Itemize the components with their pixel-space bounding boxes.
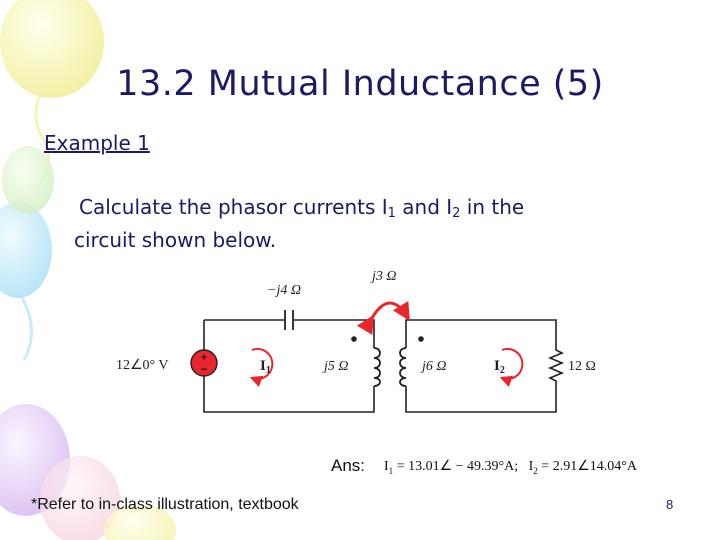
answer-equation: [384, 458, 637, 476]
left-inductor: [374, 348, 380, 386]
question-part2: and I: [395, 195, 453, 219]
question-sub2: 2: [452, 206, 461, 221]
balloon-blue-left: [0, 202, 52, 360]
answer-i2-symbol: I: [528, 459, 534, 474]
question-part3: in the: [460, 195, 525, 219]
answer-i1-sub: 1: [388, 465, 394, 476]
right-inductor-label: j6 Ω: [422, 359, 447, 374]
left-loop-top-wire: [204, 320, 374, 348]
question-sub1: 1: [387, 206, 396, 221]
loop2-current-arrow: [499, 349, 522, 379]
slide-title: 13.2 Mutual Inductance (5): [116, 64, 604, 104]
source-label: 12∠0° V: [116, 358, 169, 373]
source-plus: +: [200, 352, 208, 364]
question-line-2: circuit shown below.: [74, 228, 277, 252]
page-number: 8: [666, 497, 674, 512]
balloon-green-left: [2, 146, 54, 214]
source-minus: −: [200, 362, 208, 376]
capacitor: [285, 310, 293, 330]
answer-label: Ans:: [331, 456, 366, 475]
resistor-label: 12 Ω: [568, 359, 596, 374]
loop1-sub: 1: [265, 365, 271, 376]
loop1-label: [260, 358, 271, 376]
right-inductor-dot: [418, 336, 424, 342]
right-inductor: [400, 348, 406, 386]
resistor: [550, 346, 562, 384]
loop2-label: [494, 358, 505, 376]
example-label: Example 1: [44, 131, 150, 155]
question-part1: Calculate the phasor currents I: [79, 195, 388, 219]
loop2-sub: 2: [499, 365, 505, 376]
voltage-source: [191, 350, 217, 376]
capacitor-label: −j4 Ω: [267, 283, 301, 298]
answer-i1-value: = 13.01∠ − 49.39°A;: [393, 459, 519, 474]
answer-i1-symbol: I: [384, 459, 389, 474]
left-inductor-dot: [351, 336, 357, 342]
answer-i2-value: = 2.91∠14.04°A: [537, 459, 637, 474]
left-inductor-label: j5 Ω: [324, 359, 349, 374]
loop2-symbol: I: [494, 358, 500, 374]
mutual-label: j3 Ω: [372, 269, 397, 284]
question-text: [74, 194, 674, 253]
mutual-coupling-arrow: [372, 303, 408, 318]
footnote: *Refer to in-class illustration, textbook: [31, 496, 299, 513]
loop1-symbol: I: [260, 358, 266, 374]
question-line-1: [74, 194, 674, 227]
answer-i2-sub: 2: [533, 465, 538, 476]
circuit-diagram: [110, 260, 610, 430]
